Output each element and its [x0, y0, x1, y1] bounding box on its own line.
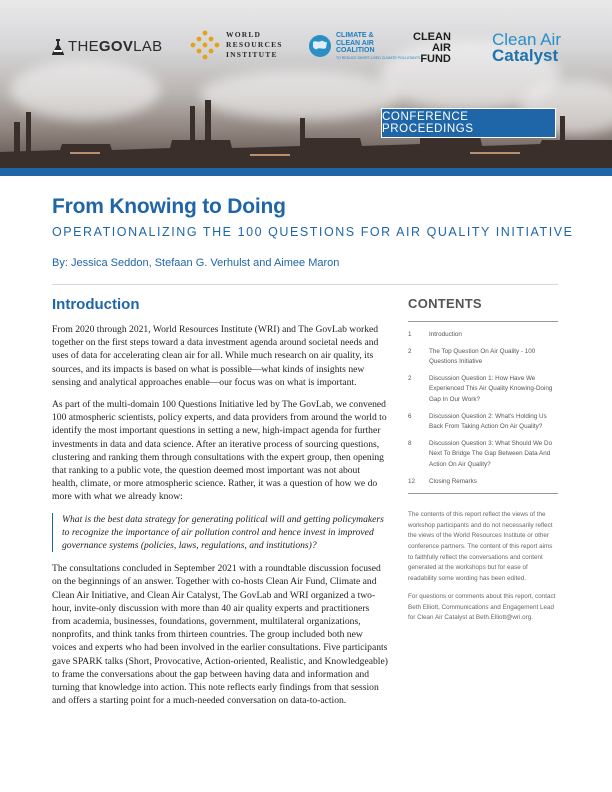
wri-line-3: INSTITUTE [226, 50, 278, 59]
contents-heading: CONTENTS [408, 296, 482, 311]
wri-line-2: RESOURCES [226, 40, 283, 49]
contents-page-number: 2 [408, 374, 412, 382]
contents-item-label: Introduction [429, 331, 462, 338]
ccac-line-3: COALITION [336, 47, 375, 54]
globe-icon [308, 34, 332, 58]
govlab-gov: GOV [98, 38, 134, 55]
contents-divider-top [408, 321, 558, 322]
contents-item-label: Discussion Question 1: How Have We Experienced This Air Quality Knowing-Doing Gap In Our Work? [429, 374, 553, 403]
contents-page-number: 1 [408, 331, 412, 338]
cac-line-1: Clean Air [492, 30, 561, 49]
caf-line-3: FUND [420, 53, 451, 65]
contents-item[interactable] [408, 330, 558, 341]
wri-logo [190, 30, 283, 60]
contents-page-number: 8 [408, 439, 412, 447]
conference-proceedings-badge: CONFERENCE PROCEEDINGS [381, 108, 556, 138]
contents-item[interactable] [408, 412, 558, 433]
contents-list [408, 330, 558, 487]
wri-mark-icon [190, 30, 220, 60]
introduction-heading: Introduction [52, 296, 140, 313]
disclaimer-note: The contents of this report reflect the views of the workshop participants and do not necessarily reflect the views of the World Resources Institute or other conference partners. The content of this report aims to faithfully reflect the conversations and content generated at the workshops but for ease of readability some wording has been edited. [408, 511, 553, 582]
page-subtitle: OPERATIONALIZING THE 100 QUESTIONS FOR AIR QUALITY INITIATIVE [52, 225, 574, 239]
intro-paragraph-1: From 2020 through 2021, World Resources Institute (WRI) and The GovLab worked together on the first steps toward a data investment agenda around societal needs and uses of data for accelerating clean air for all. While much research on air quality, its sources, and its impacts is based on what is possible—what kinds of insights new sensing and analytical approaches enable—our focus was on what is important. [52, 324, 379, 388]
ccac-tagline: TO REDUCE SHORT-LIVED CLIMATE POLLUTANTS [336, 55, 421, 60]
ccac-logo [308, 32, 420, 60]
govlab-lab: LAB [133, 38, 163, 55]
title-divider [52, 284, 558, 285]
contents-sidebar [408, 296, 558, 624]
author-byline: By: Jessica Seddon, Stefaan G. Verhulst and Aimee Maron [52, 257, 340, 269]
govlab-logo [52, 38, 162, 55]
caf-line-2: AIR [431, 42, 451, 54]
contents-item[interactable] [408, 477, 558, 488]
caf-line-1: CLEAN [413, 31, 451, 43]
flask-icon [52, 39, 64, 55]
clean-air-fund-logo [413, 32, 451, 65]
contents-item[interactable] [408, 439, 558, 471]
contents-page-number: 12 [408, 477, 416, 485]
contents-item-label: Discussion Question 2: What's Holding Us Back From Taking Action On Air Quality? [429, 412, 547, 431]
govlab-the: THE [68, 38, 99, 55]
contents-item-label: Discussion Question 3: What Should We Do Next To Bridge The Gap Between Data And Action On Air Quality? [429, 439, 553, 468]
ccac-line-1: CLIMATE & [336, 32, 374, 39]
contents-item-label: The Top Question On Air Quality - 100 Questions Initiative [429, 347, 536, 366]
main-column [52, 296, 388, 716]
wri-line-1: WORLD [226, 30, 262, 39]
contents-item[interactable] [408, 374, 558, 406]
contents-item-label: Closing Remarks [429, 477, 477, 485]
contents-divider-bottom [408, 493, 558, 494]
intro-paragraph-2: As part of the multi-domain 100 Questions Initiative led by The GovLab, we convened 100 atmospheric scientists, policy experts, and data providers from around the world to identify the most important questions in setting a new, high-impact agenda for further investments in data and data science. After an iterative process of sourcing questions, clustering and ranking them through consultations with the expert group, then opening that ranking to a public vote, the question deemed most important was not about health, climate, or more atmospheric science. Rather, it was a question of how we do more with what we already know: [52, 399, 387, 503]
clean-air-catalyst-logo [492, 32, 561, 64]
page-title: From Knowing to Doing [52, 195, 286, 218]
ccac-line-2: CLEAN AIR [336, 39, 374, 47]
contact-note: For questions or comments about this report, contact Beth Elliott, Communications and Engagement Lead for Clean Air Catalyst at Beth.Elliott@wri.org. [408, 593, 556, 622]
contents-item[interactable] [408, 347, 558, 368]
cac-line-2: Catalyst [492, 46, 559, 65]
contents-page-number: 2 [408, 347, 412, 355]
header-accent-bar [0, 168, 612, 176]
top-question-quote: What is the best data strategy for generating political will and getting policymakers to recognize the importance of air pollution control and hence invest in improved governance systems (policies, laws, regulations, and institutions)? [52, 513, 388, 553]
intro-paragraph-3: The consultations concluded in September 2021 with a roundtable discussion focused on the beginnings of an answer. Together with co-hosts Clean Air Fund, Climate and Clean Air Initiative, and Clean Air Catalyst, The GovLab and WRI organized a two-hour, invite-only discussion with more than 40 air quality experts and practitioners from academia, businesses, foundations, government, multilateral organizations, nonprofits, and think tanks from thirteen countries. The group included both new voices and experts who had been involved in the earlier consultations. Five participants gave SPARK talks (Short, Provocative, Action-oriented, Realistic, and Knowledgeable) to frame the conversations about the gap between having data and information and turning that knowledge into action. This note reflects early findings from that session and offers a starting point for a much-needed conversation on data-to-action. [52, 563, 388, 707]
header-banner [0, 0, 612, 170]
contents-page-number: 6 [408, 412, 412, 420]
